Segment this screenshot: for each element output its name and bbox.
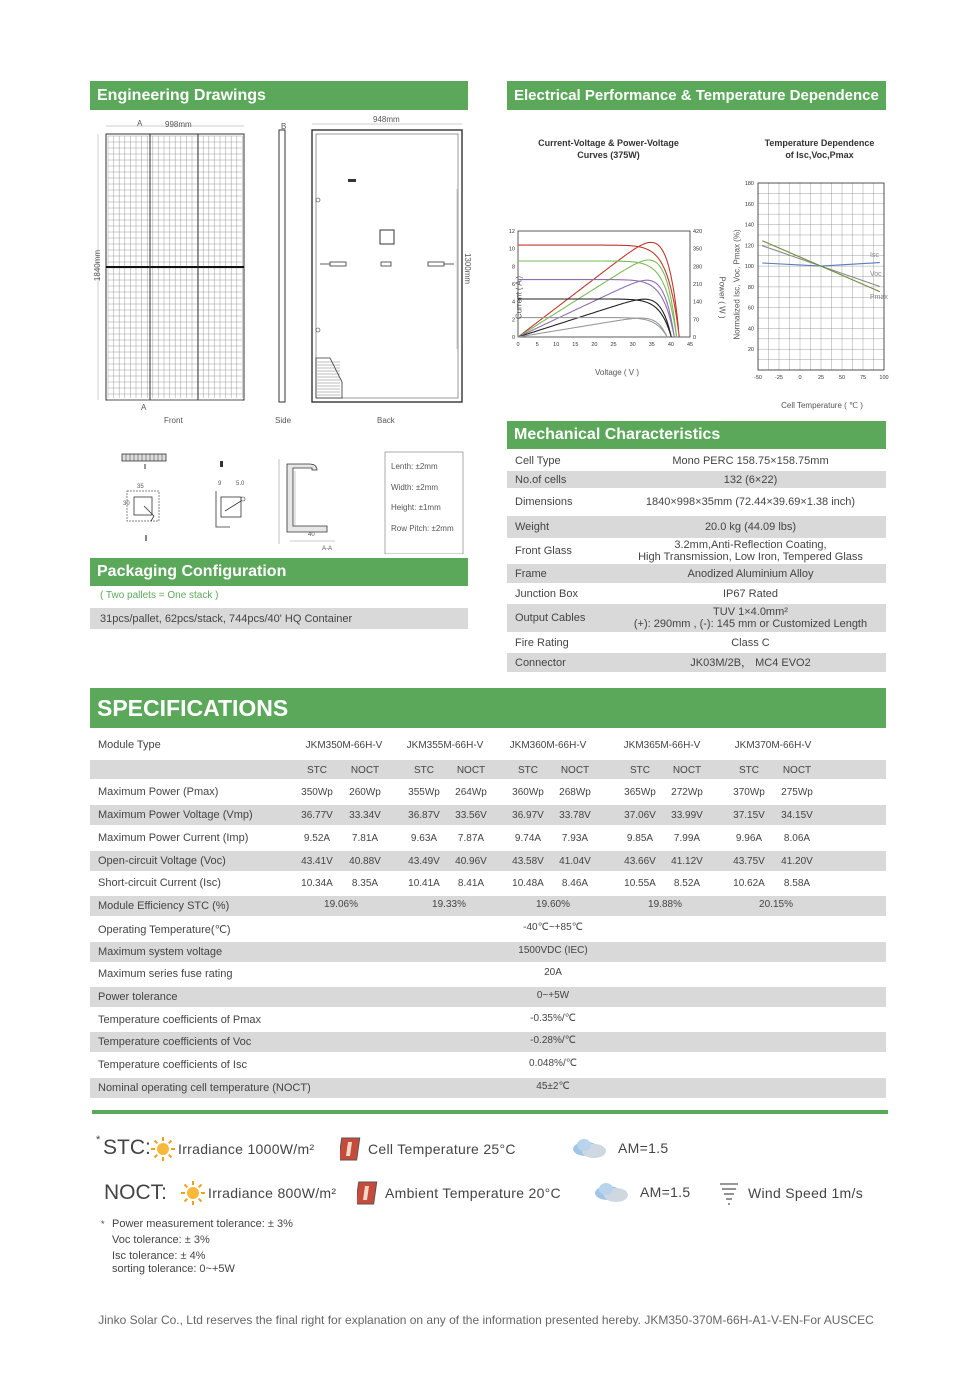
electrical-performance-header: Electrical Performance & Temperature Dependence (507, 81, 886, 110)
noct-value: 7.93A (561, 833, 589, 844)
noct-header: NOCT (560, 765, 590, 776)
temp-x-tick: 0 (798, 375, 802, 381)
noct-value: 264Wp (455, 787, 487, 798)
mech-value-line: Class C (731, 636, 770, 649)
power-measurement-tolerance: Power measurement tolerance: ± 3% (112, 1218, 293, 1230)
spec-value: -40℃~+85℃ (523, 922, 583, 933)
temp-x-tick: -50 (754, 375, 762, 381)
spec-label: Operating Temperature(℃) (98, 924, 231, 936)
noct-header: NOCT (782, 765, 812, 776)
spec-row-maximum-power-current-imp- (90, 828, 886, 848)
noct-value: 40.96V (455, 856, 487, 867)
tornado-icon (718, 1180, 740, 1206)
iv-plot (507, 130, 717, 365)
mech-key: Fire Rating (515, 636, 569, 649)
detail-dim-40: 40 (308, 532, 315, 538)
voc-tolerance: Voc tolerance: ± 3% (112, 1234, 210, 1246)
iv-y-tick: 4 (511, 299, 515, 306)
stc-noct-header-row (90, 760, 886, 779)
noct-air-mass (592, 1180, 690, 1204)
temp-legend-pmax: Pmax (870, 294, 888, 301)
temp-x-tick: 50 (838, 375, 846, 381)
stc-value: 10.55A (624, 878, 656, 889)
stc-value: 9.96A (735, 833, 763, 844)
iv-x-tick: 25 (610, 342, 617, 348)
efficiency-value: 19.06% (324, 899, 358, 910)
iv-y-tick: 8 (511, 264, 515, 271)
packaging-configuration-header: Packaging Configuration (90, 558, 468, 586)
packaging-note: ( Two pallets = One stack ) (100, 590, 219, 601)
iv-y2-tick: 140 (693, 299, 703, 306)
stc-value: 10.41A (408, 878, 440, 889)
mech-value (615, 588, 886, 600)
efficiency-value: 19.60% (536, 899, 570, 910)
iv-y-tick: 6 (511, 282, 515, 288)
noct-value: 272Wp (671, 787, 703, 798)
mech-key: Output Cables (515, 612, 586, 624)
mech-row-cell-type (507, 451, 886, 471)
spec-value: -0.28%/℃ (530, 1035, 576, 1046)
spec-label: Power tolerance (98, 991, 178, 1003)
spec-row-maximum-series-fuse-rating (90, 964, 886, 984)
mech-value (615, 496, 886, 508)
mech-value-line: 132 (6×22) (723, 473, 778, 486)
iv-x-tick: 45 (686, 342, 694, 348)
model-name: JKM355M-66H-V (406, 740, 484, 751)
iv-y2-tick: 420 (693, 229, 703, 235)
iv-y2-tick: 210 (693, 282, 703, 288)
side-view-label: Side (275, 416, 292, 425)
mech-value-line: High Transmission, Low Iron, Tempered Glass (638, 551, 863, 563)
temp-y-tick: 80 (747, 284, 754, 291)
front-mark-a-top: A (137, 119, 143, 128)
mech-row-no-of-cells (507, 471, 886, 488)
stc-value: 9.74A (514, 833, 542, 844)
noct-value: 7.87A (457, 833, 485, 844)
efficiency-value: 20.15% (759, 899, 793, 910)
temp-y-tick: 100 (744, 264, 754, 271)
stc-value: 43.58V (512, 856, 544, 867)
stc-irradiance-text: Irradiance 1000W/m² (178, 1141, 315, 1157)
noct-value: 34.15V (781, 810, 813, 821)
stc-value: 36.87V (408, 810, 440, 821)
noct-value: 40.88V (349, 856, 381, 867)
mech-value (615, 606, 886, 630)
spec-value: 20A (544, 967, 562, 978)
cloud-icon (570, 1136, 610, 1160)
detail-dim-30: 30 (123, 501, 130, 507)
noct-value: 7.99A (673, 833, 701, 844)
back-width-label: 948mm (373, 115, 400, 124)
thermometer-icon (357, 1180, 381, 1206)
noct-header: NOCT (456, 765, 486, 776)
mech-key: Dimensions (515, 496, 573, 508)
temp-legend-isc: Isc (870, 252, 879, 259)
sun-icon (180, 1180, 206, 1206)
stc-value: 10.48A (512, 878, 544, 889)
iv-y-tick: 0 (511, 335, 515, 341)
noct-value: 8.41A (457, 878, 485, 889)
footer-disclaimer: Jinko Solar Co., Ltd reserves the final right for explanation on any of the information presented hereby. JKM350-370M-66H-A1-V-EN-For AUSCEC (98, 1313, 874, 1327)
model-name: JKM350M-66H-V (305, 740, 383, 751)
stc-value: 37.15V (733, 810, 765, 821)
temp-y-tick: 20 (747, 347, 754, 354)
noct-value: 8.52A (673, 878, 701, 889)
front-view-drawing (90, 114, 468, 414)
spec-row-power-tolerance (90, 987, 886, 1007)
front-height-label: 1840mm (93, 249, 103, 282)
cloud-icon (592, 1180, 632, 1204)
temp-y-axis-label: Normalized Isc, Voc, Pmax (%) (732, 229, 742, 340)
mech-value (615, 637, 886, 649)
iv-y2-tick: 0 (693, 335, 697, 341)
stc-value: 10.34A (301, 878, 333, 889)
stc-header: STC (307, 765, 327, 776)
side-mark-b: B (281, 122, 287, 131)
iv-chart-title-line1: Current-Voltage & Power-Voltage (538, 138, 679, 148)
stc-irradiance (150, 1136, 314, 1162)
dimension-tolerances (391, 457, 465, 539)
spec-row-maximum-system-voltage (90, 942, 886, 962)
mech-row-frame (507, 564, 886, 583)
stc-value: 43.75V (733, 856, 765, 867)
mech-key: No.of cells (515, 473, 567, 486)
front-mark-a-bottom: A (141, 403, 147, 412)
mech-value (615, 474, 886, 486)
packaging-detail: 31pcs/pallet, 62pcs/stack, 744pcs/40' HQ Container (90, 608, 468, 629)
tolerance-width: Width: ±2mm (391, 482, 439, 492)
back-view-label: Back (377, 416, 395, 425)
noct-irradiance (180, 1180, 336, 1206)
tolerance-star: * (101, 1219, 105, 1229)
temp-y-tick: 40 (747, 326, 754, 333)
spec-row-temperature-coefficients-of-voc (90, 1032, 886, 1052)
back-height-label: 1300mm (463, 252, 473, 285)
noct-ambient-temperature-text: Ambient Temperature 20°C (385, 1185, 561, 1201)
spec-row-short-circuit-current-isc- (90, 873, 886, 893)
iv-y2-axis-label: Power ( W ) (717, 276, 727, 319)
iv-x-axis-label: Voltage ( V ) (594, 368, 640, 377)
spec-value: 0~+5W (536, 990, 570, 1001)
temp-legend-voc: Voc (870, 271, 882, 278)
stc-value: 43.41V (301, 856, 333, 867)
temperature-chart (727, 130, 895, 415)
spec-label: Maximum Power Current (Imp) (98, 832, 249, 844)
front-view-label: Front (164, 416, 183, 425)
stc-header: STC (414, 765, 434, 776)
spec-row-temperature-coefficients-of-isc (90, 1055, 886, 1075)
noct-value: 8.06A (783, 833, 811, 844)
iv-y-tick: 2 (511, 317, 515, 324)
iv-y2-tick: 350 (693, 246, 703, 253)
specifications-header: SPECIFICATIONS (90, 688, 886, 728)
stc-value: 355Wp (408, 787, 440, 798)
sorting-tolerance: sorting tolerance: 0~+5W (112, 1263, 235, 1275)
spec-label: Nominal operating cell temperature (NOCT) (98, 1082, 311, 1094)
spec-label: Module Efficiency STC (%) (98, 900, 230, 912)
stc-value: 10.62A (733, 878, 765, 889)
detail-dim-35: 35 (137, 484, 144, 490)
efficiency-value: 19.33% (432, 899, 466, 910)
mech-value-line: TUV 1×4.0mm² (713, 606, 788, 618)
stc-value: 43.66V (624, 856, 656, 867)
spec-label: Maximum Power Voltage (Vmp) (98, 809, 253, 821)
noct-label: NOCT: (104, 1181, 167, 1204)
stc-label: STC: (103, 1136, 151, 1159)
mech-key: Cell Type (515, 455, 561, 467)
stc-value: 9.63A (410, 833, 438, 844)
noct-value: 275Wp (781, 787, 813, 798)
stc-value: 9.52A (303, 833, 331, 844)
temp-x-tick: -25 (775, 375, 783, 381)
iv-y2-tick: 70 (693, 317, 700, 324)
spec-value: 1500VDC (IEC) (518, 945, 588, 956)
mech-value-line: (+): 290mm , (-): 145 mm or Customized Length (633, 618, 868, 630)
mech-value (615, 521, 886, 533)
stc-value: 370Wp (733, 787, 765, 798)
noct-wind-speed (718, 1180, 863, 1206)
iv-x-tick: 0 (516, 342, 520, 348)
mech-value (615, 455, 886, 467)
mech-key: Frame (515, 567, 547, 580)
noct-header: NOCT (672, 765, 702, 776)
spec-row-open-circuit-voltage-voc- (90, 851, 886, 871)
noct-wind-speed-text: Wind Speed 1m/s (748, 1185, 863, 1201)
spec-label: Temperature coefficients of Pmax (98, 1014, 262, 1026)
engineering-drawings-header: Engineering Drawings (90, 81, 468, 110)
temp-y-tick: 140 (744, 222, 754, 229)
stc-header: STC (739, 765, 759, 776)
iv-y-tick: 10 (508, 246, 515, 253)
noct-value: 8.35A (351, 878, 379, 889)
mech-row-connector (507, 653, 886, 672)
stc-cell-temperature-text: Cell Temperature 25°C (368, 1141, 516, 1157)
spec-label: Temperature coefficients of Voc (98, 1036, 252, 1048)
stc-value: 36.97V (512, 810, 544, 821)
temp-y-tick: 180 (744, 181, 754, 187)
stc-cell-temperature (340, 1136, 516, 1162)
tolerance-length: Lenth: ±2mm (391, 462, 438, 471)
tolerance-row-pitch: Row Pitch: ±2mm (391, 523, 454, 533)
mech-key: Front Glass (515, 545, 572, 557)
noct-value: 7.81A (351, 833, 379, 844)
iv-chart-title-line2: Curves (375W) (577, 150, 640, 160)
iv-x-tick: 5 (535, 342, 539, 348)
model-name: JKM370M-66H-V (734, 740, 812, 751)
noct-value: 33.56V (455, 810, 487, 821)
spec-label: Maximum system voltage (98, 946, 223, 958)
mech-value-line: JK03M/2B， MC4 EVO2 (690, 656, 811, 669)
stc-air-mass-text: AM=1.5 (618, 1140, 669, 1156)
tolerance-height: Height: ±1mm (391, 503, 441, 512)
stc-header: STC (518, 765, 538, 776)
iv-y-tick: 12 (508, 229, 515, 235)
noct-value: 8.58A (783, 878, 811, 889)
spec-label: Short-circuit Current (Isc) (98, 877, 221, 889)
iv-y2-tick: 280 (693, 264, 703, 271)
efficiency-value: 19.88% (648, 899, 682, 910)
temp-x-tick: 100 (879, 375, 889, 381)
spec-row-nominal-operating-cell-temperature-noct- (90, 1078, 886, 1098)
mech-value-line: 3.2mm,Anti-Reflection Coating, (674, 539, 827, 551)
stc-value: 350Wp (301, 787, 333, 798)
spec-value: -0.35%/℃ (530, 1013, 576, 1024)
noct-value: 41.12V (671, 856, 703, 867)
mech-row-fire-rating (507, 632, 886, 653)
spec-row-maximum-power-voltage-vmp- (90, 805, 886, 825)
iv-y-axis-label: Current ( A ) (514, 275, 524, 320)
stc-value: 43.49V (408, 856, 440, 867)
isc-tolerance: Isc tolerance: ± 4% (112, 1250, 206, 1262)
sun-icon (150, 1136, 176, 1162)
spec-label: Temperature coefficients of Isc (98, 1059, 247, 1071)
spec-label: Maximum Power (Pmax) (98, 786, 219, 798)
mech-key: Weight (515, 521, 550, 533)
mech-key: Junction Box (515, 587, 578, 600)
spec-label: Open-circuit Voltage (Voc) (98, 855, 226, 867)
mech-row-dimensions (507, 488, 886, 516)
noct-ambient-temperature (357, 1180, 561, 1206)
stc-value: 365Wp (624, 787, 656, 798)
temp-y-tick: 160 (744, 201, 754, 208)
mech-row-junction-box (507, 583, 886, 604)
iv-x-tick: 15 (572, 342, 579, 348)
stc-air-mass (570, 1136, 668, 1160)
stc-header: STC (630, 765, 650, 776)
mech-value-line: Mono PERC 158.75×158.75mm (672, 455, 829, 467)
engineering-drawings (90, 114, 473, 554)
mech-value-line: IP67 Rated (722, 587, 779, 600)
pv-curve-4 (518, 318, 667, 337)
mech-row-weight (507, 516, 886, 538)
noct-value: 33.78V (559, 810, 591, 821)
temp-x-tick: 25 (817, 375, 825, 381)
iv-curve-chart (507, 130, 727, 390)
noct-value: 41.04V (559, 856, 591, 867)
spec-row-operating-temperature- (90, 919, 886, 939)
temperature-plot (727, 130, 895, 390)
spec-label: Maximum series fuse rating (98, 968, 233, 980)
iv-x-tick: 35 (648, 342, 655, 348)
noct-value: 41.20V (781, 856, 813, 867)
noct-value: 260Wp (349, 787, 381, 798)
spec-row-temperature-coefficients-of-pmax (90, 1010, 886, 1030)
mech-value-line: 20.0 kg (44.09 lbs) (704, 521, 797, 533)
specifications-bottom-rule (92, 1110, 888, 1114)
noct-air-mass-text: AM=1.5 (640, 1184, 691, 1200)
module-type-row (90, 735, 886, 755)
noct-value: 33.99V (671, 810, 703, 821)
iv-x-tick: 40 (667, 342, 674, 348)
stc-value: 37.06V (624, 810, 656, 821)
mech-row-front-glass (507, 538, 886, 564)
front-width-label: 998mm (165, 120, 192, 129)
temp-x-tick: 75 (859, 375, 867, 381)
pv-curve-2 (518, 280, 674, 337)
mech-key: Connector (515, 656, 566, 669)
spec-value: 45±2℃ (536, 1081, 570, 1092)
noct-header: NOCT (350, 765, 380, 776)
model-name: JKM360M-66H-V (509, 740, 587, 751)
mech-value-line: Anodized Aluminium Alloy (687, 567, 814, 580)
temp-chart-title-line1: Temperature Dependence (764, 138, 875, 148)
noct-irradiance-text: Irradiance 800W/m² (208, 1185, 337, 1201)
temp-x-axis-label: Cell Temperature ( ℃ ) (781, 401, 863, 410)
mech-value (615, 539, 886, 563)
spec-value: 0.048%/℃ (529, 1058, 577, 1069)
noct-value: 268Wp (559, 787, 591, 798)
mechanical-characteristics-header: Mechanical Characteristics (507, 421, 886, 449)
spec-row-module-efficiency (90, 896, 886, 916)
temp-chart-title-line2: of Isc,Voc,Pmax (785, 150, 854, 160)
module-type-label: Module Type (98, 739, 161, 751)
model-name: JKM365M-66H-V (623, 740, 701, 751)
stc-value: 36.77V (301, 810, 333, 821)
noct-value: 8.46A (561, 878, 589, 889)
thermometer-icon (340, 1136, 364, 1162)
iv-x-tick: 20 (591, 342, 598, 348)
mech-value-line: 1840×998×35mm (72.44×39.69×1.38 inch) (645, 496, 856, 508)
stc-value: 9.85A (626, 833, 654, 844)
stc-value: 360Wp (512, 787, 544, 798)
iv-x-tick: 30 (629, 342, 636, 348)
mech-value (615, 657, 886, 669)
stc-star: * (96, 1134, 101, 1146)
section-aa-label: A-A (322, 546, 333, 552)
temp-y-tick: 60 (747, 305, 754, 312)
detail-dim-9: 9 (218, 481, 222, 487)
iv-x-tick: 10 (553, 342, 560, 348)
noct-value: 33.34V (349, 810, 381, 821)
mech-value (615, 568, 886, 580)
detail-dim-5: 5.0 (236, 481, 245, 487)
mech-row-output-cables (507, 604, 886, 632)
spec-row-maximum-power-pmax- (90, 782, 886, 802)
temp-y-tick: 120 (744, 243, 754, 250)
